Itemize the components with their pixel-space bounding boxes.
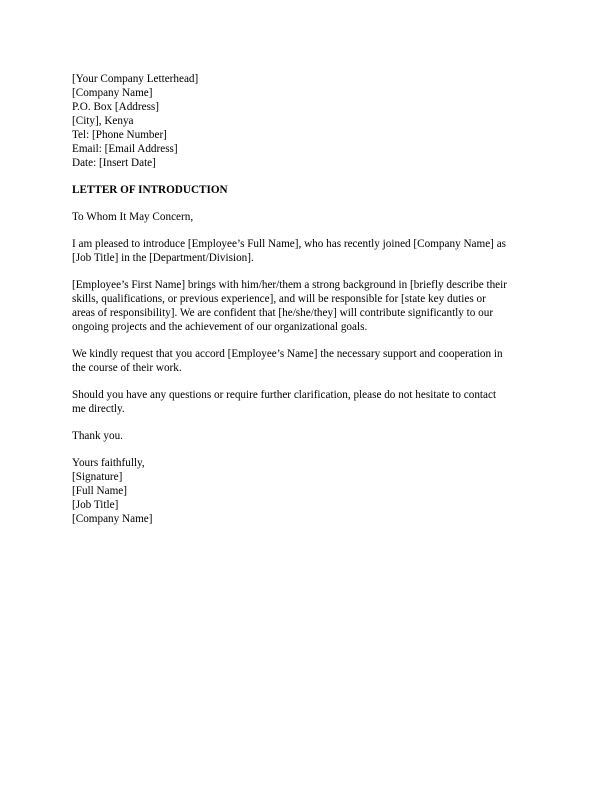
city-line: [City], Kenya [72, 115, 134, 127]
full-name-placeholder: [Full Name] [72, 485, 127, 497]
phone-line: Tel: [Phone Number] [72, 129, 167, 141]
letterhead-block [72, 72, 542, 170]
salutation: To Whom It May Concern, [72, 211, 194, 223]
letter-body [72, 72, 542, 526]
thanks-paragraph: Thank you. [72, 430, 123, 442]
valediction: Yours faithfully, [72, 457, 145, 469]
intro-paragraph: I am pleased to introduce [Employee’s Full Name], who has recently joined [Company Name] as [Job Title] in the [Department/Division]. [72, 238, 507, 264]
po-box-line: P.O. Box [Address] [72, 101, 160, 113]
contact-paragraph: Should you have any questions or require further clarification, please do not hesitate to contact me directly. [72, 389, 497, 415]
request-paragraph: We kindly request that you accord [Employee’s Name] the necessary support and cooperation in the course of their work. [72, 348, 503, 374]
date-line: Date: [Insert Date] [72, 157, 156, 169]
signature-placeholder: [Signature] [72, 471, 123, 483]
company-name-placeholder: [Company Name] [72, 513, 153, 525]
background-paragraph: [Employee’s First Name] brings with him/her/them a strong background in [briefly describe their skills, qualifications, or previous experience], and will be responsible for [state key duties or areas of responsibility]. We are confident that [he/she/they] will contribute significantly to our ongoing projects and the achievement of our organizational goals. [72, 279, 507, 333]
letter-title: LETTER OF INTRODUCTION [72, 184, 228, 196]
email-line: Email: [Email Address] [72, 143, 178, 155]
job-title-placeholder: [Job Title] [72, 499, 119, 511]
company-name-line: [Company Name] [72, 87, 153, 99]
letterhead-placeholder: [Your Company Letterhead] [72, 73, 199, 85]
closing-block [72, 456, 542, 526]
